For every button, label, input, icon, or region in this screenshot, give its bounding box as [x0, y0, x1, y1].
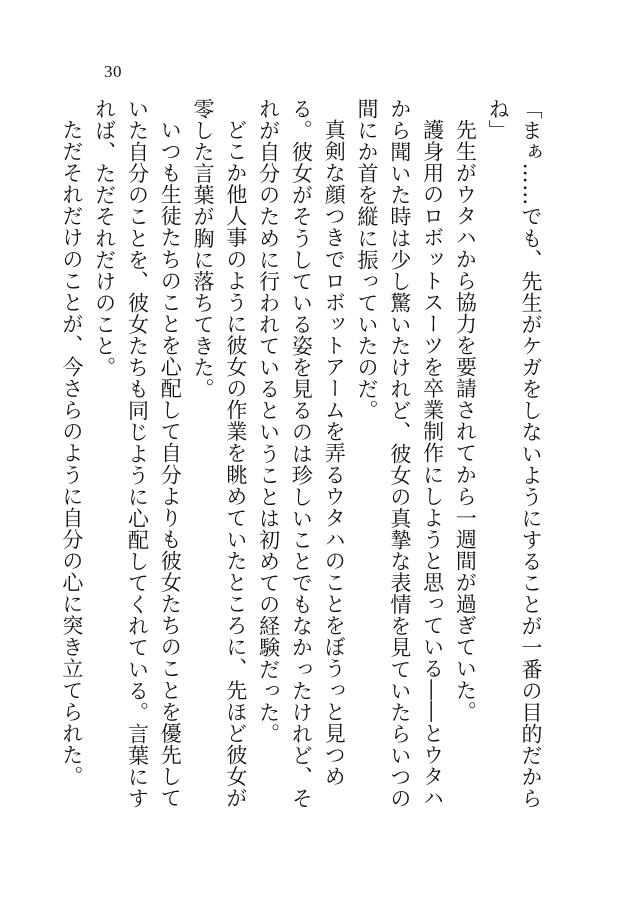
paragraph: 先生がウタハから協力を要請されてから一週間が過ぎていた。	[453, 119, 478, 723]
paragraph: 真剣な顔つきでロボットアームを弄るウタハのことをぼうっと見つめる。彼女がそうしている姿を見るのは珍しいことでもなかったけれど、それが自分のために行われているということは初めての経験だった。	[256, 98, 347, 810]
page-number: 30	[104, 62, 122, 81]
paragraph: ただそれだけのことが、今さらのように自分の心に突き立てられた。	[59, 119, 84, 788]
paragraph: どこか他人事のように彼女の作業を眺めていたところに、先ほど彼女が零した言葉が胸に落ちてきた。	[191, 98, 248, 809]
paragraph: 護身用のロボットスーツを卒業制作にしようと思っている――とウタハから聞いた時は少し驚いたけれど、彼女の真摯な表情を見ていたらいつの間にか首を縦に振っていたのだ。	[355, 98, 445, 810]
paragraph-dialogue: 「まぁ……でも、先生がケガをしないようにすることが一番の目的だからね」	[486, 98, 543, 810]
paragraph: いつも生徒たちのことを心配して自分よりも彼女たちのことを優先していた自分のことを、彼女たちも同じように心配してくれている。言葉にすれば、ただそれだけのこと。	[92, 98, 183, 810]
vertical-body-text	[55, 98, 547, 820]
